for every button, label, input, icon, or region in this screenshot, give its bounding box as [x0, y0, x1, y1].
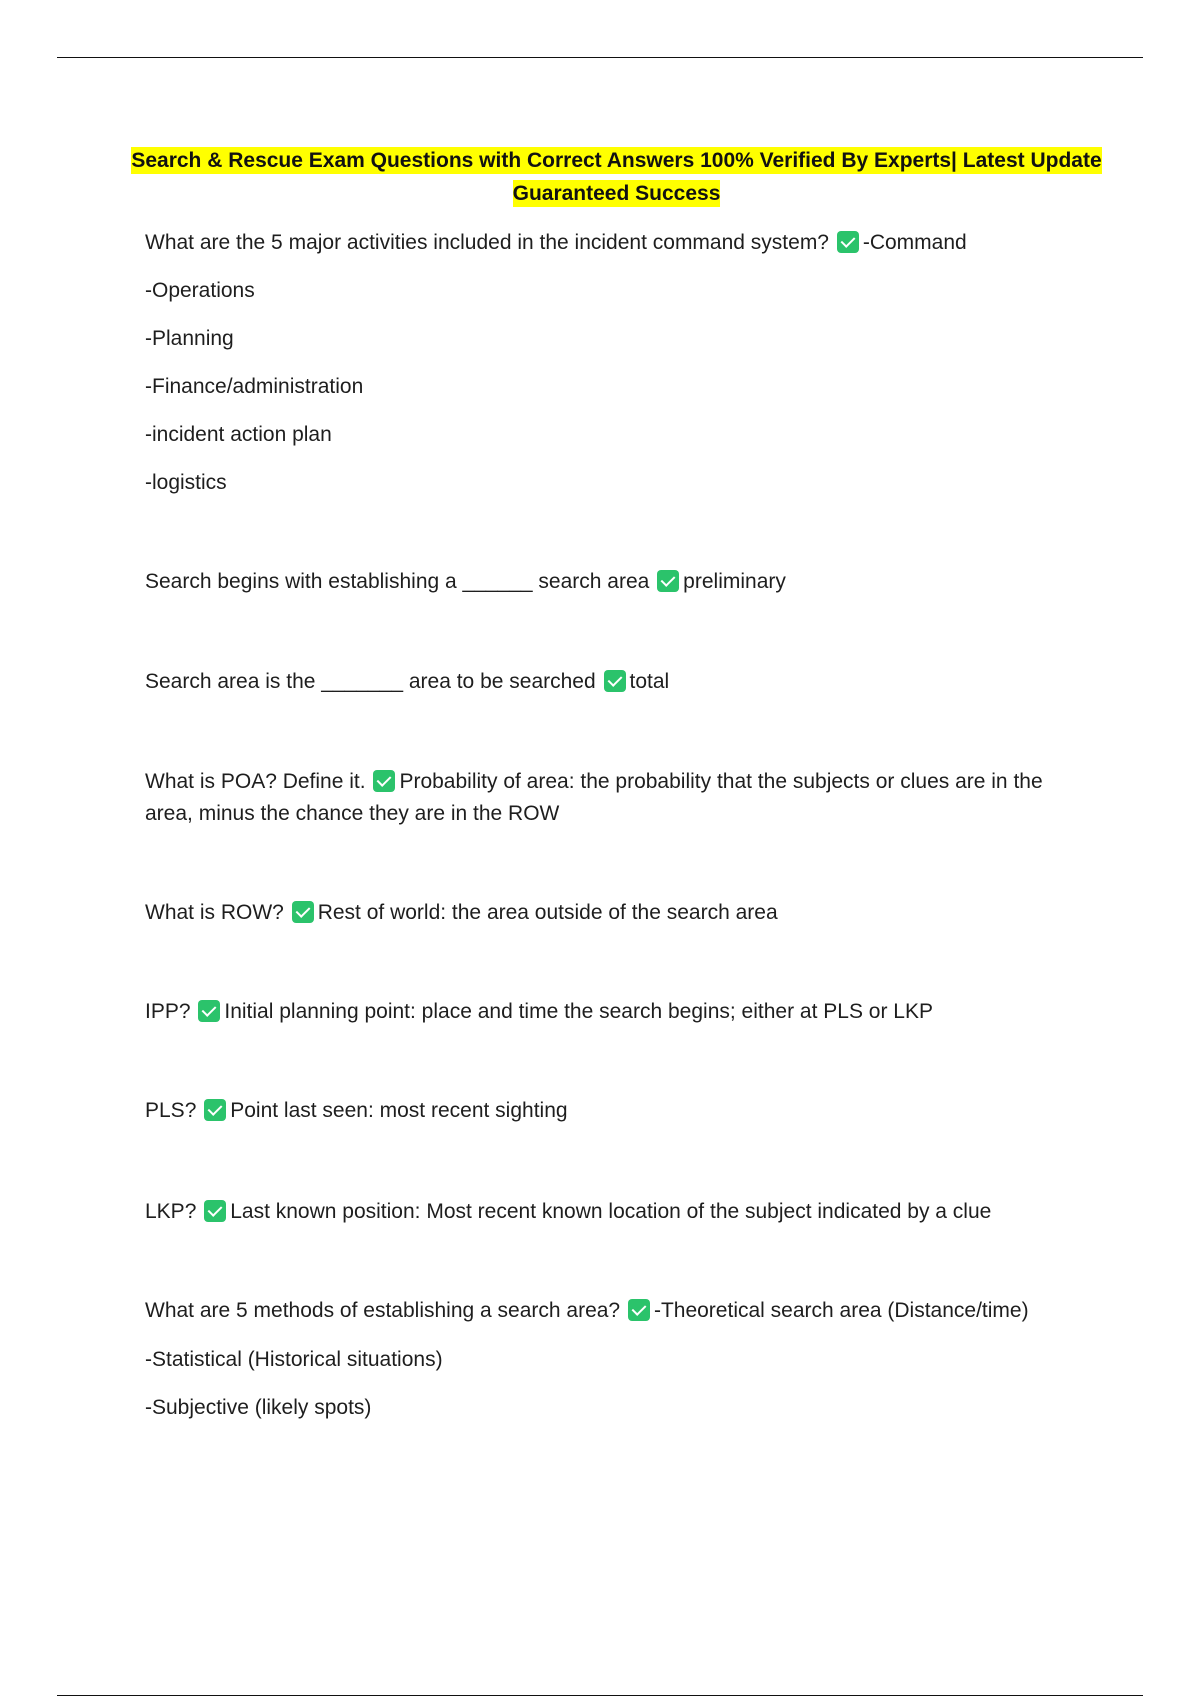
check-mark-icon: [204, 1099, 226, 1121]
check-mark-icon: [657, 570, 679, 592]
check-mark-icon: [628, 1299, 650, 1321]
question-8: [145, 1196, 991, 1228]
answer-line: -Operations: [145, 279, 255, 302]
check-mark-icon: [198, 1000, 220, 1022]
answer-line: -Statistical (Historical situations): [145, 1348, 443, 1371]
check-mark-icon: [604, 670, 626, 692]
question-5: [145, 897, 778, 929]
question-2: [145, 566, 786, 598]
question-text: What is POA? Define it.: [145, 770, 366, 793]
question-text: What are 5 methods of establishing a search area?: [145, 1299, 621, 1322]
question-text: IPP?: [145, 1000, 191, 1023]
check-mark-icon: [373, 770, 395, 792]
question-text: Search begins with establishing a ______ search area: [145, 570, 650, 593]
document-title: [130, 144, 1103, 210]
top-rule: [57, 57, 1143, 58]
question-text: PLS?: [145, 1099, 197, 1122]
answer-line: -Planning: [145, 327, 234, 350]
answer-line: -logistics: [145, 471, 227, 494]
question-text: What are the 5 major activities included in the incident command system?: [145, 231, 829, 254]
check-mark-icon: [204, 1200, 226, 1222]
check-mark-icon: [837, 231, 859, 253]
answer-text: Rest of world: the area outside of the search area: [317, 901, 778, 924]
check-mark-icon: [292, 901, 314, 923]
answer-text: -Theoretical search area (Distance/time): [653, 1299, 1029, 1322]
question-text: What is ROW?: [145, 901, 284, 924]
answer-line: -incident action plan: [145, 423, 332, 446]
question-6: [145, 996, 933, 1028]
question-9: [145, 1295, 1029, 1327]
question-3: [145, 666, 669, 698]
question-text: LKP?: [145, 1200, 197, 1223]
question-4: [145, 766, 1085, 830]
answer-line: -Subjective (likely spots): [145, 1396, 372, 1419]
question-7: [145, 1095, 568, 1127]
answer-text: Probability of area: the probability that the subjects or clues are in the area, minus the chance they are in the ROW: [145, 770, 1043, 825]
question-text: Search area is the _______ area to be searched: [145, 670, 596, 693]
answer-text: Point last seen: most recent sighting: [230, 1099, 568, 1122]
answer-text: total: [629, 670, 670, 693]
answer-line: -Finance/administration: [145, 375, 364, 398]
answer-text: Last known position: Most recent known location of the subject indicated by a clue: [230, 1200, 992, 1223]
answer-text: preliminary: [683, 570, 786, 593]
question-1: [145, 227, 967, 259]
title-highlight: Search & Rescue Exam Questions with Correct Answers 100% Verified By Experts| Latest Update Guaranteed Success: [131, 149, 1102, 205]
bottom-rule: [57, 1695, 1143, 1696]
answer-text: Initial planning point: place and time the search begins; either at PLS or LKP: [224, 1000, 933, 1023]
answer-text: -Command: [862, 231, 967, 254]
